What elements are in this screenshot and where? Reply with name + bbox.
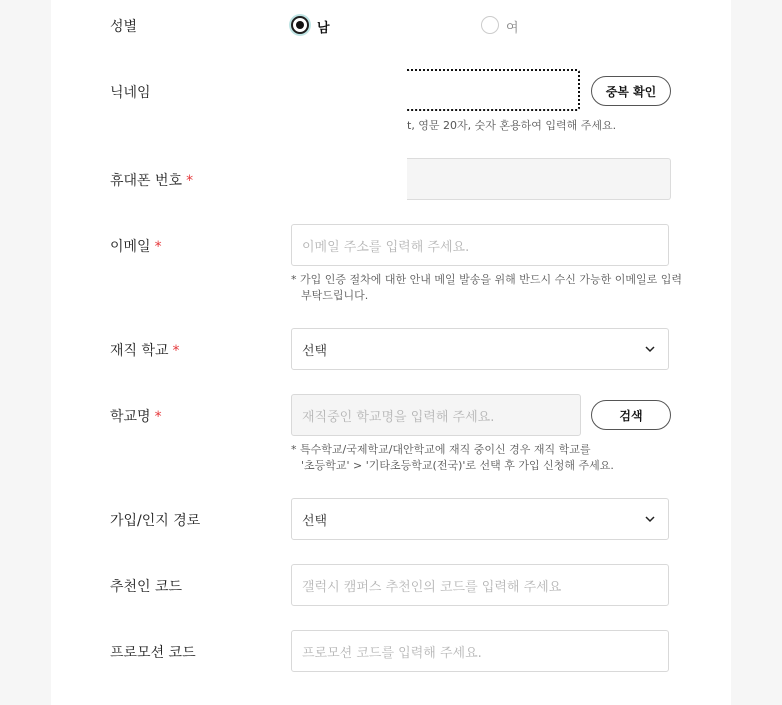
school-required-mark: *	[172, 343, 180, 359]
phone-input[interactable]	[407, 158, 671, 200]
promotion-label: 프로모션 코드	[110, 645, 196, 661]
phone-label: 휴대폰 번호 *	[110, 173, 194, 189]
gender-label: 성별	[110, 19, 138, 35]
school-name-input[interactable]: 재직중인 학교명을 입력해 주세요.	[291, 394, 581, 436]
email-note-line2: 부탁드립니다.	[301, 289, 369, 302]
school-select-value: 선택	[302, 343, 328, 359]
referral-path-select[interactable]	[291, 498, 669, 540]
school-label: 재직 학교 *	[110, 343, 180, 359]
chevron-down-icon	[644, 513, 656, 525]
gender-female-radio[interactable]	[481, 16, 499, 34]
school-name-label: 학교명 *	[110, 409, 162, 425]
school-name-required-mark: *	[154, 409, 162, 425]
gender-male-radio[interactable]	[291, 16, 309, 34]
gender-female-label[interactable]: 여	[506, 21, 519, 36]
email-input[interactable]: 이메일 주소를 입력해 주세요.	[291, 224, 669, 266]
nickname-note: t, 영문 20자, 숫자 혼용하여 입력해 주세요.	[407, 119, 617, 132]
email-required-mark: *	[154, 239, 162, 255]
email-note-line1: * 가입 인증 절차에 대한 안내 메일 발송을 위해 반드시 수신 가능한 이메일로 입력	[291, 273, 682, 286]
school-search-button[interactable]: 검색	[591, 400, 671, 430]
nickname-input[interactable]	[407, 69, 580, 111]
school-select[interactable]	[291, 328, 669, 370]
phone-required-mark: *	[186, 173, 194, 189]
school-name-note-line2: '초등학교' > '기타초등학교(전국)'로 선택 후 가입 신청해 주세요.	[301, 459, 614, 472]
nickname-check-button[interactable]: 중복 확인	[591, 76, 671, 106]
gender-male-label[interactable]: 남	[317, 21, 330, 36]
recommender-input[interactable]: 갤럭시 캠퍼스 추천인의 코드를 입력해 주세요	[291, 564, 669, 606]
promotion-input[interactable]: 프로모션 코드를 입력해 주세요.	[291, 630, 669, 672]
nickname-label: 닉네임	[110, 85, 151, 101]
referral-path-select-value: 선택	[302, 513, 328, 529]
referral-path-label: 가입/인지 경로	[110, 513, 201, 529]
recommender-label: 추천인 코드	[110, 579, 183, 595]
email-label: 이메일 *	[110, 239, 162, 255]
chevron-down-icon	[644, 343, 656, 355]
school-name-note-line1: * 특수학교/국제학교/대안학교에 재직 중이신 경우 재직 학교를	[291, 443, 591, 456]
